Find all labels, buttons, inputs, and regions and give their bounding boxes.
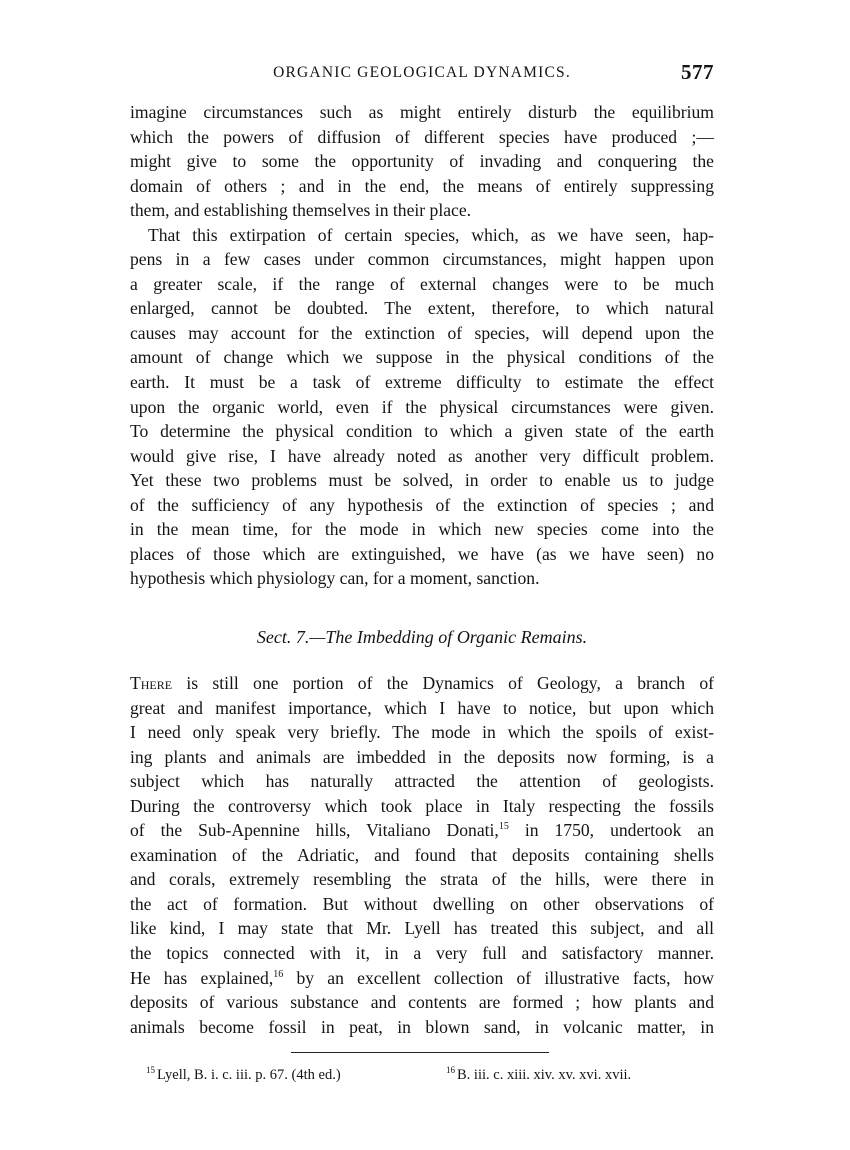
text-fragment: in 1750, undertook an (508, 820, 714, 841)
text-line: I need only speak very briefly. The mode in which the spoils of exist- (130, 722, 714, 743)
text-line (130, 966, 714, 991)
text-line: upon the organic world, even if the physical circumstances were given. (130, 396, 714, 417)
text-line: examination of the Adriatic, and found that deposits containing shells (130, 844, 714, 865)
text-fragment: is still one portion of the Dynamics of Geology, a branch of (172, 673, 714, 693)
text-line: amount of change which we suppose in the physical conditions of the (130, 347, 714, 368)
text-line: would give rise, I have already noted as another very difficult problem. (130, 445, 714, 466)
text-line: of the sufficiency of any hypothesis of the extinction of species ; and (130, 494, 714, 515)
page-number: 577 (681, 60, 714, 84)
text-line: hypothesis which physiology can, for a moment, sanction. (130, 568, 540, 589)
text-line: That this extirpation of certain species, which, as we have seen, hap- (148, 224, 714, 245)
text-line: Yet these two problems must be solved, in order to enable us to judge (130, 470, 714, 491)
text-line: which the powers of diffusion of different species have produced ;— (130, 126, 714, 147)
text-line: like kind, I may state that Mr. Lyell has treated this subject, and all (130, 918, 714, 939)
text-line: in the mean time, for the mode in which new species come into the (130, 519, 714, 540)
text-fragment: He has explained, (130, 967, 274, 988)
paragraph-extinction (130, 223, 714, 591)
body-text-upper (130, 100, 714, 591)
text-line: the act of formation. But without dwelling on other observations of (130, 893, 714, 914)
text-fragment: of the Sub-Apennine hills, Vitaliano Donati, (130, 820, 499, 841)
running-head (130, 60, 714, 88)
text-fragment: by an excellent collection of illustrative facts, how (283, 967, 714, 988)
text-line: the topics connected with it, in a very full and satisfactory manner. (130, 943, 714, 964)
section-heading: Sect. 7.—The Imbedding of Organic Remains. (256, 627, 588, 647)
text-line: animals become fossil in peat, in blown sand, in volcanic matter, in (130, 1016, 714, 1037)
text-line (130, 671, 714, 696)
text-line: imagine circumstances such as might entirely disturb the equilibrium (130, 102, 714, 122)
footnotes (146, 1067, 706, 1089)
text-line (130, 818, 714, 843)
lead-word: There (130, 673, 173, 693)
text-line: a greater scale, if the range of external changes were to be much (130, 273, 714, 294)
text-line: To determine the physical condition to which a given state of the earth (130, 421, 714, 442)
running-title: ORGANIC GEOLOGICAL DYNAMICS. (273, 64, 571, 81)
text-line: great and manifest importance, which I have to notice, but upon which (130, 697, 714, 718)
text-line: pens in a few cases under common circumstances, might happen upon (130, 249, 714, 270)
text-line: During the controversy which took place in Italy respecting the fossils (130, 795, 714, 816)
footnote-reference-15[interactable]: 15 (498, 821, 509, 833)
footnote-mark: 15 (146, 1065, 155, 1075)
paragraph-continuation (130, 100, 714, 223)
text-line: enlarged, cannot be doubted. The extent, therefore, to which natural (130, 298, 714, 319)
footnote-text: Lyell, B. i. c. iii. p. 67. (4th ed.) (157, 1067, 341, 1083)
text-line: earth. It must be a task of extreme difficulty to estimate the effect (130, 372, 714, 393)
text-line: domain of others ; and in the end, the means of entirely suppressing (130, 175, 714, 196)
text-line: ing plants and animals are imbedded in the deposits now forming, is a (130, 746, 714, 767)
footnote-mark: 16 (446, 1065, 455, 1075)
text-line: places of those which are extinguished, we have (as we have seen) no (130, 543, 714, 564)
footnote-divider (291, 1052, 549, 1053)
footnote-text: B. iii. c. xiii. xiv. xv. xvi. xvii. (457, 1067, 632, 1083)
text-line: them, and establishing themselves in their place. (130, 200, 472, 221)
text-line: might give to some the opportunity of invading and conquering the (130, 151, 714, 172)
text-line: deposits of various substance and contents are formed ; how plants and (130, 992, 714, 1013)
text-line: and corals, extremely resembling the strata of the hills, were there in (130, 869, 714, 890)
text-line: causes may account for the extinction of species, will depend upon the (130, 322, 714, 343)
text-line: subject which has naturally attracted the attention of geologists. (130, 771, 714, 792)
footnote-reference-16[interactable]: 16 (273, 968, 284, 980)
footnote-16 (446, 1067, 631, 1084)
footnote-15 (146, 1067, 341, 1084)
body-text-lower (130, 671, 714, 1039)
